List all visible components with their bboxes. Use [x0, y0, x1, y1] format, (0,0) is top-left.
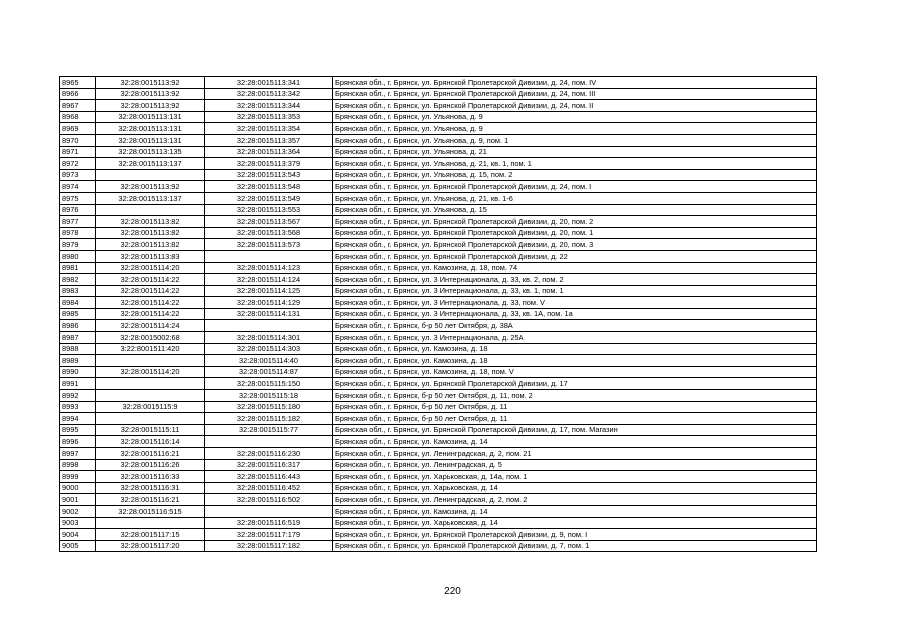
row-number-cell: 8968 — [60, 111, 96, 123]
object-number-cell: 32:28:0015114:125 — [205, 285, 333, 297]
row-number-cell: 8970 — [60, 134, 96, 146]
row-number-cell: 8986 — [60, 320, 96, 332]
parcel-number-cell — [96, 390, 205, 402]
table-row — [60, 169, 817, 181]
registry-table-body — [60, 77, 817, 552]
table-row — [60, 390, 817, 402]
table-row — [60, 216, 817, 228]
object-number-cell: 32:28:0015114:303 — [205, 343, 333, 355]
parcel-number-cell: 32:28:0015113:82 — [96, 239, 205, 251]
address-cell: Брянская обл., г. Брянск, ул. Ленинградская, д. 2, пом. 21 — [333, 448, 817, 460]
address-cell: Брянская обл., г. Брянск, ул. 3 Интернационала, д. 33, кв. 1А, пом. 1а — [333, 308, 817, 320]
row-number-cell: 8999 — [60, 471, 96, 483]
object-number-cell — [205, 505, 333, 517]
address-cell: Брянская обл., г. Брянск, б-р 50 лет Октября, д. 11 — [333, 413, 817, 425]
address-cell: Брянская обл., г. Брянск, ул. Ульянова, д. 15, пом. 2 — [333, 169, 817, 181]
address-cell: Брянская обл., г. Брянск, ул. Харьковская, д. 14а, пом. 1 — [333, 471, 817, 483]
object-number-cell: 32:28:0015116:519 — [205, 517, 333, 529]
address-cell: Брянская обл., г. Брянск, ул. Брянской Пролетарской Дивизии, д. 20, пом. 3 — [333, 239, 817, 251]
table-row — [60, 250, 817, 262]
object-number-cell: 32:28:0015114:123 — [205, 262, 333, 274]
address-cell: Брянская обл., г. Брянск, ул. Камозина, д. 18, пом. V — [333, 366, 817, 378]
object-number-cell — [205, 250, 333, 262]
row-number-cell: 8978 — [60, 227, 96, 239]
row-number-cell: 8996 — [60, 436, 96, 448]
page-number: 220 — [444, 586, 461, 597]
object-number-cell: 32:28:0015116:317 — [205, 459, 333, 471]
parcel-number-cell: 32:28:0015113:92 — [96, 100, 205, 112]
row-number-cell: 8972 — [60, 158, 96, 170]
row-number-cell: 8975 — [60, 192, 96, 204]
parcel-number-cell — [96, 355, 205, 367]
object-number-cell — [205, 320, 333, 332]
address-cell: Брянская обл., г. Брянск, б-р 50 лет Октября, д. 11 — [333, 401, 817, 413]
parcel-number-cell — [96, 413, 205, 425]
parcel-number-cell: 32:28:0015113:131 — [96, 111, 205, 123]
table-row — [60, 134, 817, 146]
object-number-cell: 32:28:0015114:40 — [205, 355, 333, 367]
row-number-cell: 8991 — [60, 378, 96, 390]
table-row — [60, 111, 817, 123]
table-row — [60, 100, 817, 112]
object-number-cell: 32:28:0015115:182 — [205, 413, 333, 425]
address-cell: Брянская обл., г. Брянск, ул. Ульянова, д. 9 — [333, 111, 817, 123]
row-number-cell: 9002 — [60, 505, 96, 517]
table-row — [60, 274, 817, 286]
row-number-cell: 8998 — [60, 459, 96, 471]
table-row — [60, 192, 817, 204]
object-number-cell: 32:28:0015113:341 — [205, 77, 333, 89]
table-row — [60, 459, 817, 471]
address-cell: Брянская обл., г. Брянск, ул. Ульянова, д. 15 — [333, 204, 817, 216]
table-row — [60, 181, 817, 193]
row-number-cell: 8967 — [60, 100, 96, 112]
address-cell: Брянская обл., г. Брянск, ул. Ульянова, д. 9, пом. 1 — [333, 134, 817, 146]
address-cell: Брянская обл., г. Брянск, ул. Камозина, д. 18 — [333, 355, 817, 367]
table-row — [60, 366, 817, 378]
parcel-number-cell: 32:28:0015114:20 — [96, 366, 205, 378]
address-cell: Брянская обл., г. Брянск, ул. Камозина, д. 18, пом. 74 — [333, 262, 817, 274]
parcel-number-cell: 32:28:0015114:22 — [96, 285, 205, 297]
parcel-number-cell: 32:28:0015116:33 — [96, 471, 205, 483]
table-row — [60, 494, 817, 506]
object-number-cell: 32:28:0015113:549 — [205, 192, 333, 204]
table-row — [60, 308, 817, 320]
object-number-cell: 32:28:0015116:443 — [205, 471, 333, 483]
row-number-cell: 8971 — [60, 146, 96, 158]
object-number-cell: 32:28:0015113:553 — [205, 204, 333, 216]
object-number-cell: 32:28:0015115:180 — [205, 401, 333, 413]
row-number-cell: 8981 — [60, 262, 96, 274]
table-row — [60, 436, 817, 448]
address-cell: Брянская обл., г. Брянск, ул. Камозина, д. 18 — [333, 343, 817, 355]
parcel-number-cell: 32:28:0015116:21 — [96, 448, 205, 460]
row-number-cell: 8974 — [60, 181, 96, 193]
parcel-number-cell: 32:28:0015113:131 — [96, 123, 205, 135]
address-cell: Брянская обл., г. Брянск, б-р 50 лет Октября, д. 38А — [333, 320, 817, 332]
row-number-cell: 8966 — [60, 88, 96, 100]
parcel-number-cell: 32:28:0015114:22 — [96, 274, 205, 286]
row-number-cell: 8965 — [60, 77, 96, 89]
parcel-number-cell: 32:28:0015113:82 — [96, 227, 205, 239]
object-number-cell: 32:28:0015115:77 — [205, 424, 333, 436]
object-number-cell: 32:28:0015113:568 — [205, 227, 333, 239]
parcel-number-cell: 32:28:0015116:515 — [96, 505, 205, 517]
address-cell: Брянская обл., г. Брянск, ул. Брянской Пролетарской Дивизии, д. 22 — [333, 250, 817, 262]
parcel-number-cell — [96, 204, 205, 216]
table-row — [60, 343, 817, 355]
table-row — [60, 285, 817, 297]
object-number-cell: 32:28:0015114:131 — [205, 308, 333, 320]
parcel-number-cell: 32:28:0015114:20 — [96, 262, 205, 274]
table-row — [60, 448, 817, 460]
parcel-number-cell: 32:28:0015113:83 — [96, 250, 205, 262]
parcel-number-cell: 32:28:0015116:21 — [96, 494, 205, 506]
address-cell: Брянская обл., г. Брянск, ул. Брянской Пролетарской Дивизии, д. 17 — [333, 378, 817, 390]
row-number-cell: 8984 — [60, 297, 96, 309]
object-number-cell: 32:28:0015113:342 — [205, 88, 333, 100]
parcel-number-cell: 3:22:8001511:420 — [96, 343, 205, 355]
row-number-cell: 9001 — [60, 494, 96, 506]
address-cell: Брянская обл., г. Брянск, ул. Камозина, д. 14 — [333, 505, 817, 517]
parcel-number-cell: 32:28:0015115:11 — [96, 424, 205, 436]
row-number-cell: 9005 — [60, 540, 96, 552]
parcel-number-cell: 32:28:0015002:68 — [96, 332, 205, 344]
table-row — [60, 123, 817, 135]
address-cell: Брянская обл., г. Брянск, ул. Брянской Пролетарской Дивизии, д. 24, пом. II — [333, 100, 817, 112]
address-cell: Брянская обл., г. Брянск, ул. Ульянова, д. 9 — [333, 123, 817, 135]
address-cell: Брянская обл., г. Брянск, ул. 3 Интернационала, д. 33, кв. 2, пом. 2 — [333, 274, 817, 286]
row-number-cell: 8973 — [60, 169, 96, 181]
object-number-cell: 32:28:0015114:301 — [205, 332, 333, 344]
parcel-number-cell: 32:28:0015113:137 — [96, 192, 205, 204]
address-cell: Брянская обл., г. Брянск, ул. Брянской Пролетарской Дивизии, д. 20, пом. 1 — [333, 227, 817, 239]
object-number-cell — [205, 436, 333, 448]
object-number-cell: 32:28:0015114:124 — [205, 274, 333, 286]
parcel-number-cell: 32:28:0015113:92 — [96, 181, 205, 193]
table-row — [60, 413, 817, 425]
parcel-number-cell: 32:28:0015116:31 — [96, 482, 205, 494]
table-row — [60, 505, 817, 517]
address-cell: Брянская обл., г. Брянск, ул. Брянской Пролетарской Дивизии, д. 7, пом. 1 — [333, 540, 817, 552]
parcel-number-cell — [96, 169, 205, 181]
row-number-cell: 9000 — [60, 482, 96, 494]
object-number-cell: 32:28:0015113:364 — [205, 146, 333, 158]
parcel-number-cell: 32:28:0015117:15 — [96, 529, 205, 541]
row-number-cell: 8993 — [60, 401, 96, 413]
table-row — [60, 401, 817, 413]
address-cell: Брянская обл., г. Брянск, ул. Харьковская, д. 14 — [333, 517, 817, 529]
object-number-cell: 32:28:0015113:543 — [205, 169, 333, 181]
row-number-cell: 8988 — [60, 343, 96, 355]
table-row — [60, 355, 817, 367]
address-cell: Брянская обл., г. Брянск, б-р 50 лет Октября, д. 11, пом. 2 — [333, 390, 817, 402]
parcel-number-cell — [96, 517, 205, 529]
address-cell: Брянская обл., г. Брянск, ул. Брянской Пролетарской Дивизии, д. 24, пом. IV — [333, 77, 817, 89]
parcel-number-cell: 32:28:0015114:24 — [96, 320, 205, 332]
address-cell: Брянская обл., г. Брянск, ул. Ленинградская, д. 5 — [333, 459, 817, 471]
address-cell: Брянская обл., г. Брянск, ул. Брянской Пролетарской Дивизии, д. 24, пом. III — [333, 88, 817, 100]
table-row — [60, 517, 817, 529]
parcel-number-cell: 32:28:0015116:26 — [96, 459, 205, 471]
table-row — [60, 146, 817, 158]
row-number-cell: 8989 — [60, 355, 96, 367]
parcel-number-cell: 32:28:0015113:92 — [96, 88, 205, 100]
address-cell: Брянская обл., г. Брянск, ул. 3 Интернационала, д. 33, пом. V — [333, 297, 817, 309]
address-cell: Брянская обл., г. Брянск, ул. Камозина, д. 14 — [333, 436, 817, 448]
registry-table — [59, 76, 817, 552]
table-row — [60, 262, 817, 274]
table-row — [60, 204, 817, 216]
table-row — [60, 482, 817, 494]
parcel-number-cell: 32:28:0015115:9 — [96, 401, 205, 413]
parcel-number-cell: 32:28:0015116:14 — [96, 436, 205, 448]
table-row — [60, 77, 817, 89]
object-number-cell: 32:28:0015115:150 — [205, 378, 333, 390]
object-number-cell: 32:28:0015114:87 — [205, 366, 333, 378]
parcel-number-cell: 32:28:0015113:82 — [96, 216, 205, 228]
object-number-cell: 32:28:0015113:567 — [205, 216, 333, 228]
table-row — [60, 239, 817, 251]
object-number-cell: 32:28:0015116:230 — [205, 448, 333, 460]
object-number-cell: 32:28:0015113:379 — [205, 158, 333, 170]
row-number-cell: 8976 — [60, 204, 96, 216]
address-cell: Брянская обл., г. Брянск, ул. Ульянова, д. 21 — [333, 146, 817, 158]
row-number-cell: 8990 — [60, 366, 96, 378]
table-row — [60, 320, 817, 332]
parcel-number-cell: 32:28:0015113:137 — [96, 158, 205, 170]
table-row — [60, 471, 817, 483]
table-row — [60, 378, 817, 390]
address-cell: Брянская обл., г. Брянск, ул. Ленинградская, д. 2, пом. 2 — [333, 494, 817, 506]
object-number-cell: 32:28:0015117:182 — [205, 540, 333, 552]
row-number-cell: 8979 — [60, 239, 96, 251]
row-number-cell: 9004 — [60, 529, 96, 541]
table-row — [60, 540, 817, 552]
row-number-cell: 8995 — [60, 424, 96, 436]
parcel-number-cell: 32:28:0015113:131 — [96, 134, 205, 146]
object-number-cell: 32:28:0015113:353 — [205, 111, 333, 123]
row-number-cell: 8977 — [60, 216, 96, 228]
object-number-cell: 32:28:0015113:354 — [205, 123, 333, 135]
address-cell: Брянская обл., г. Брянск, ул. Харьковская, д. 14 — [333, 482, 817, 494]
table-row — [60, 88, 817, 100]
row-number-cell: 8994 — [60, 413, 96, 425]
address-cell: Брянская обл., г. Брянск, ул. Ульянова, д. 21, кв. 1-6 — [333, 192, 817, 204]
address-cell: Брянская обл., г. Брянск, ул. Брянской Пролетарской Дивизии, д. 17, пом. Магазин — [333, 424, 817, 436]
row-number-cell: 8980 — [60, 250, 96, 262]
object-number-cell: 32:28:0015116:502 — [205, 494, 333, 506]
table-row — [60, 227, 817, 239]
parcel-number-cell: 32:28:0015114:22 — [96, 297, 205, 309]
parcel-number-cell: 32:28:0015114:22 — [96, 308, 205, 320]
object-number-cell: 32:28:0015116:452 — [205, 482, 333, 494]
object-number-cell: 32:28:0015113:548 — [205, 181, 333, 193]
row-number-cell: 8992 — [60, 390, 96, 402]
object-number-cell: 32:28:0015113:357 — [205, 134, 333, 146]
address-cell: Брянская обл., г. Брянск, ул. Ульянова, д. 21, кв. 1, пом. 1 — [333, 158, 817, 170]
row-number-cell: 8987 — [60, 332, 96, 344]
parcel-number-cell: 32:28:0015117:20 — [96, 540, 205, 552]
address-cell: Брянская обл., г. Брянск, ул. Брянской Пролетарской Дивизии, д. 24, пом. I — [333, 181, 817, 193]
table-row — [60, 332, 817, 344]
address-cell: Брянская обл., г. Брянск, ул. 3 Интернационала, д. 33, кв. 1, пом. 1 — [333, 285, 817, 297]
parcel-number-cell: 32:28:0015113:135 — [96, 146, 205, 158]
object-number-cell: 32:28:0015117:179 — [205, 529, 333, 541]
row-number-cell: 8983 — [60, 285, 96, 297]
object-number-cell: 32:28:0015115:18 — [205, 390, 333, 402]
table-row — [60, 529, 817, 541]
row-number-cell: 9003 — [60, 517, 96, 529]
address-cell: Брянская обл., г. Брянск, ул. Брянской Пролетарской Дивизии, д. 9, пом. I — [333, 529, 817, 541]
table-row — [60, 424, 817, 436]
row-number-cell: 8969 — [60, 123, 96, 135]
row-number-cell: 8982 — [60, 274, 96, 286]
address-cell: Брянская обл., г. Брянск, ул. 3 Интернационала, д. 25А — [333, 332, 817, 344]
object-number-cell: 32:28:0015113:344 — [205, 100, 333, 112]
address-cell: Брянская обл., г. Брянск, ул. Брянской Пролетарской Дивизии, д. 20, пом. 2 — [333, 216, 817, 228]
row-number-cell: 8997 — [60, 448, 96, 460]
parcel-number-cell — [96, 378, 205, 390]
table-row — [60, 158, 817, 170]
row-number-cell: 8985 — [60, 308, 96, 320]
object-number-cell: 32:28:0015113:573 — [205, 239, 333, 251]
parcel-number-cell: 32:28:0015113:92 — [96, 77, 205, 89]
object-number-cell: 32:28:0015114:129 — [205, 297, 333, 309]
table-row — [60, 297, 817, 309]
